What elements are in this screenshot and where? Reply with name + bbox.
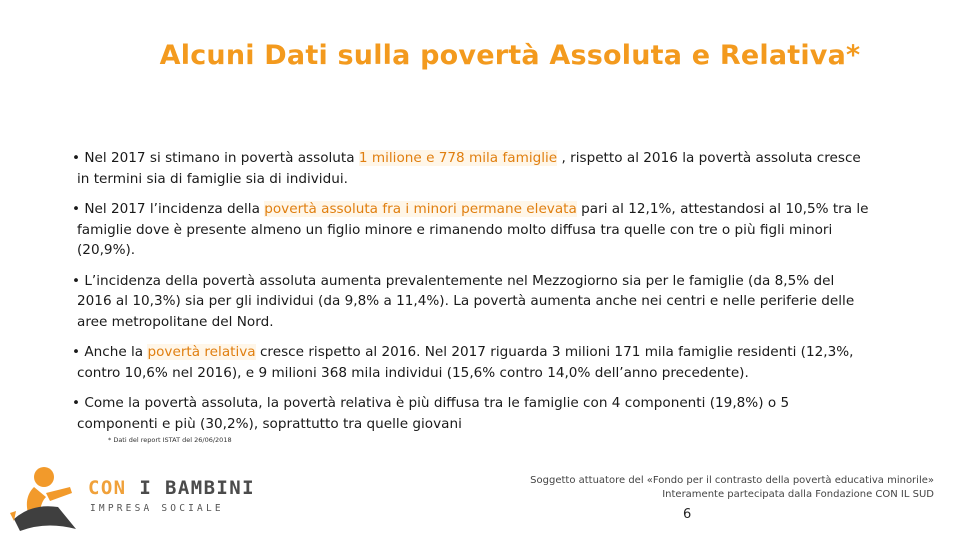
- paragraph-text: , rispetto al 2016 la povertà assoluta cresce in termini sia di famiglie sia di individui.: [77, 150, 861, 187]
- paragraph-text: pari al 12,1%, attestandosi al 10,5% tra le famiglie dove è presente almeno un figlio minore e rimanendo molto diffusa tra quelle con tre o più figli minori (20,9%).: [77, 201, 869, 258]
- highlight-text: povertà assoluta fra i minori permane elevata: [264, 201, 577, 217]
- highlight-text: povertà relativa: [147, 344, 256, 360]
- paragraph-3: [72, 271, 872, 333]
- paragraph-2: [72, 199, 872, 261]
- logo-word-con: CON: [88, 477, 127, 499]
- slide-title: Alcuni Dati sulla povertà Assoluta e Relativa*: [159, 40, 861, 71]
- paragraph-5: [72, 393, 872, 434]
- paragraph-4: [72, 342, 872, 383]
- paragraph-text: • Nel 2017 l’incidenza della: [72, 201, 265, 217]
- logo-tagline: IMPRESA SOCIALE: [90, 503, 224, 514]
- credits: [530, 474, 934, 502]
- paragraph-text: • Nel 2017 si stimano in povertà assoluta: [72, 150, 359, 166]
- paragraph-text: • Come la povertà assoluta, la povertà relativa è più diffusa tra le famiglie con 4 componenti (19,8%) o 5 componenti e più (30,2%), soprattutto tra quelle giovani: [72, 395, 790, 432]
- paragraph-text: • Anche la: [72, 344, 148, 360]
- paragraph-text: • L’incidenza della povertà assoluta aumenta prevalentemente nel Mezzogiorno sia per le famiglie (da 8,5% del 2016 al 10,3%) sia per gli individui (da 9,8% a 11,4%). La povertà aumenta anche nei centri e nelle periferie delle aree metropolitane del Nord.: [72, 272, 855, 330]
- logo-word-bambini: I BAMBINI: [139, 477, 255, 499]
- page-number: 6: [683, 507, 692, 522]
- paragraph-1: [72, 148, 872, 189]
- slide-body: [72, 148, 872, 444]
- paragraph-text: cresce rispetto al 2016. Nel 2017 riguarda 3 milioni 171 mila famiglie residenti (12,3%, contro 10,6% nel 2016), e 9 milioni 368 mila individui (15,6% contro 14,0% dell’anno precedente).: [77, 344, 854, 381]
- credits-line-2: Interamente partecipata dalla Fondazione CON IL SUD: [662, 489, 934, 500]
- highlight-text: 1 milione e 778 mila famiglie: [358, 150, 558, 166]
- footnote: * Dati del report ISTAT del 26/06/2018: [108, 436, 232, 444]
- logo-wordmark: [88, 477, 255, 499]
- credits-line-1: Soggetto attuatore del «Fondo per il contrasto della povertà educativa minorile»: [530, 475, 934, 486]
